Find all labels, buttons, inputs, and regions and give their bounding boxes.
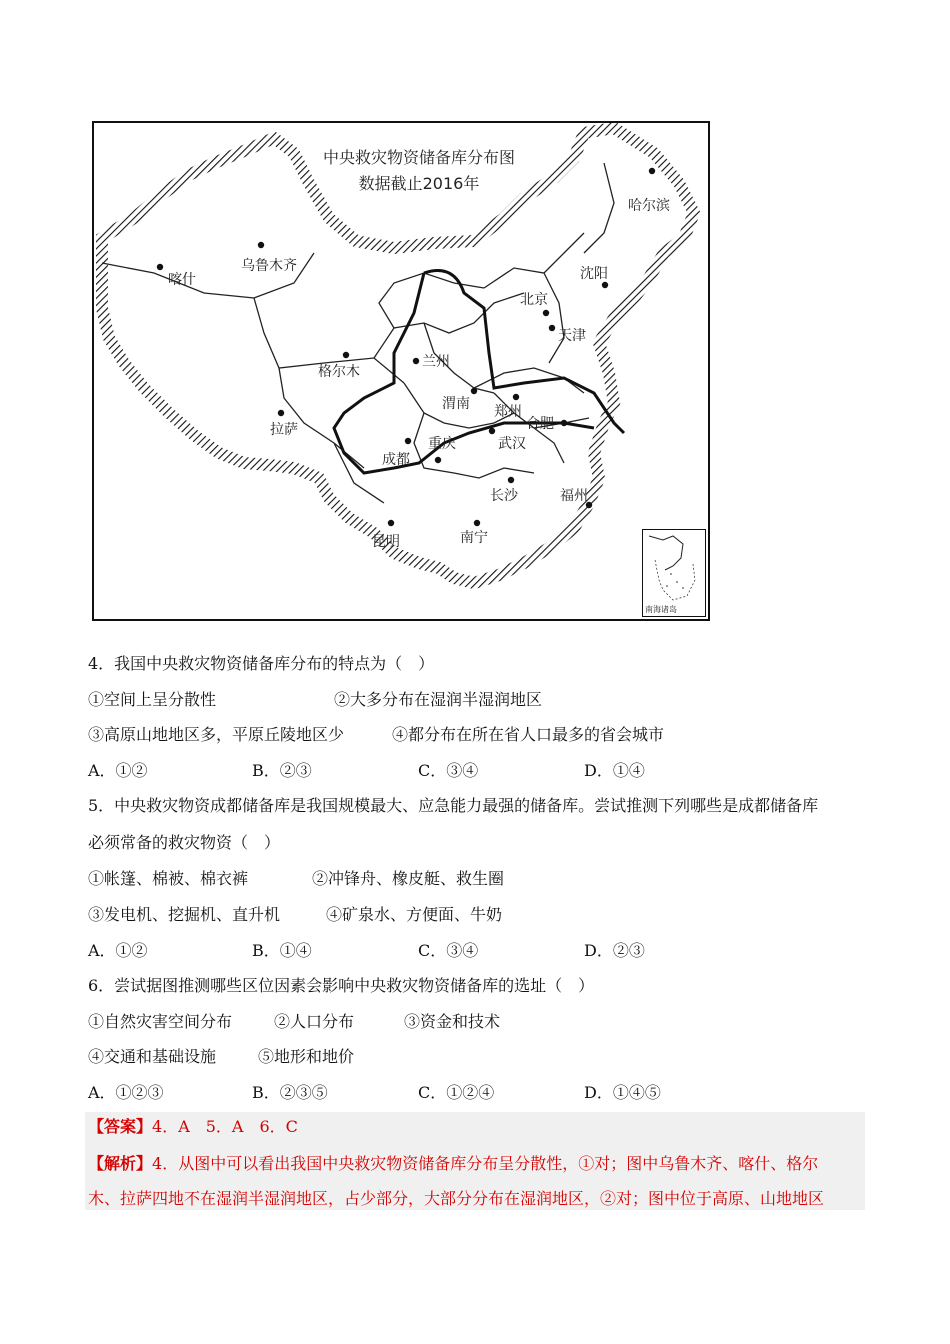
city-label-tianjin: 天津 [558, 328, 586, 344]
answer-tag: 【答案】 [88, 1117, 153, 1136]
city-label-harbin: 哈尔滨 [628, 198, 670, 214]
q6-choices [88, 1082, 661, 1104]
city-label-urumqi: 乌鲁木齐 [241, 258, 297, 274]
city-label-fuzhou: 福州 [560, 488, 588, 504]
q5-choice-b: B．①④ [252, 941, 312, 960]
analysis-tag: 【解析】 [88, 1154, 153, 1173]
q5-option-1: ①帐篷、棉被、棉衣裤 [88, 869, 249, 888]
q6-stem: 6．尝试据图推测哪些区位因素会影响中央救灾物资储备库的选址（ ） [88, 976, 595, 995]
q4-options-row1 [88, 689, 542, 711]
q4-option-4: ④都分布在所在省人口最多的省会城市 [392, 725, 665, 744]
q6-choice-a: A．①②③ [88, 1083, 164, 1102]
city-label-kunming: 昆明 [372, 534, 400, 550]
q5-options-row1 [88, 868, 504, 890]
q6-options-row2 [88, 1046, 354, 1068]
q5-option-4: ④矿泉水、方便面、牛奶 [326, 905, 503, 924]
map-outline [94, 123, 708, 619]
q4-choice-a: A．①② [88, 761, 148, 780]
city-label-lhasa: 拉萨 [270, 422, 298, 438]
south-china-sea-inset [642, 529, 706, 617]
inset-label: 南海诸岛 [645, 605, 677, 614]
q4-option-2: ②大多分布在湿润半湿润地区 [334, 690, 543, 709]
city-label-lanzhou: 兰州 [422, 354, 450, 370]
city-label-chongqing: 重庆 [428, 436, 456, 452]
q6-option-4: ④交通和基础设施 [88, 1047, 217, 1066]
answer-line [88, 1116, 298, 1138]
q6-option-5: ⑤地形和地价 [258, 1047, 355, 1066]
q5-choice-a: A．①② [88, 941, 148, 960]
q6-choice-b: B．②③⑤ [252, 1083, 328, 1102]
city-label-kashgar: 喀什 [168, 272, 196, 288]
q4-stem: 4．我国中央救灾物资储备库分布的特点为（ ） [88, 654, 435, 673]
q6-choice-c: C．①②④ [418, 1083, 495, 1102]
q5-stem-line1: 5．中央救灾物资成都储备库是我国规模最大、应急能力最强的储备库。尝试推测下列哪些是成都储备库 [88, 796, 819, 815]
city-label-changsha: 长沙 [490, 488, 518, 504]
analysis-text-line1: 4．从图中可以看出我国中央救灾物资储备库分布呈分散性，①对；图中乌鲁木齐、喀什、格尔 [152, 1154, 819, 1173]
answer-text: 4．A 5．A 6．C [152, 1117, 298, 1136]
q6-choice-d: D．①④⑤ [584, 1083, 661, 1102]
city-label-hefei: 合肥 [526, 416, 554, 432]
q5-choice-d: D．②③ [584, 941, 645, 960]
q5-choices [88, 940, 645, 962]
q4-choice-b: B．②③ [252, 761, 312, 780]
city-label-zhengzhou: 郑州 [494, 404, 522, 420]
q5-option-2: ②冲锋舟、橡皮艇、救生圈 [312, 869, 505, 888]
city-label-chengdu: 成都 [382, 452, 410, 468]
q4-option-3: ③高原山地地区多，平原丘陵地区少 [88, 725, 345, 744]
analysis-text-line2: 木、拉萨四地不在湿润半湿润地区，占少部分，大部分分布在湿润地区，②对；图中位于高原、山地地区 [88, 1189, 825, 1208]
q5-choice-c: C．③④ [418, 941, 479, 960]
q4-choices [88, 760, 645, 782]
humid-semihumid-boundary [334, 271, 624, 474]
q5-stem-line2: 必须常备的救灾物资（ ） [88, 833, 281, 852]
q6-option-1: ①自然灾害空间分布 [88, 1012, 233, 1031]
city-label-weinan: 渭南 [442, 396, 470, 412]
q4-option-1: ①空间上呈分散性 [88, 690, 217, 709]
q6-option-3: ③资金和技术 [404, 1012, 501, 1031]
q5-options-row2 [88, 904, 502, 926]
q4-choice-c: C．③④ [418, 761, 479, 780]
map-title-line2: 数据截止2016年 [358, 174, 480, 193]
disaster-reserve-map [92, 121, 710, 621]
city-label-nanning: 南宁 [460, 530, 488, 546]
q4-choice-d: D．①④ [584, 761, 645, 780]
q4-options-row2 [88, 724, 664, 746]
analysis-line1 [88, 1153, 818, 1175]
city-label-wuhan: 武汉 [498, 436, 526, 452]
q6-option-2: ②人口分布 [274, 1012, 355, 1031]
map-title [304, 145, 534, 197]
city-label-beijing: 北京 [520, 292, 548, 308]
city-label-shenyang: 沈阳 [580, 266, 608, 282]
map-title-line1: 中央救灾物资储备库分布图 [322, 148, 515, 167]
city-label-golmud: 格尔木 [318, 364, 360, 380]
q6-options-row1 [88, 1011, 500, 1033]
q5-option-3: ③发电机、挖掘机、直升机 [88, 905, 281, 924]
